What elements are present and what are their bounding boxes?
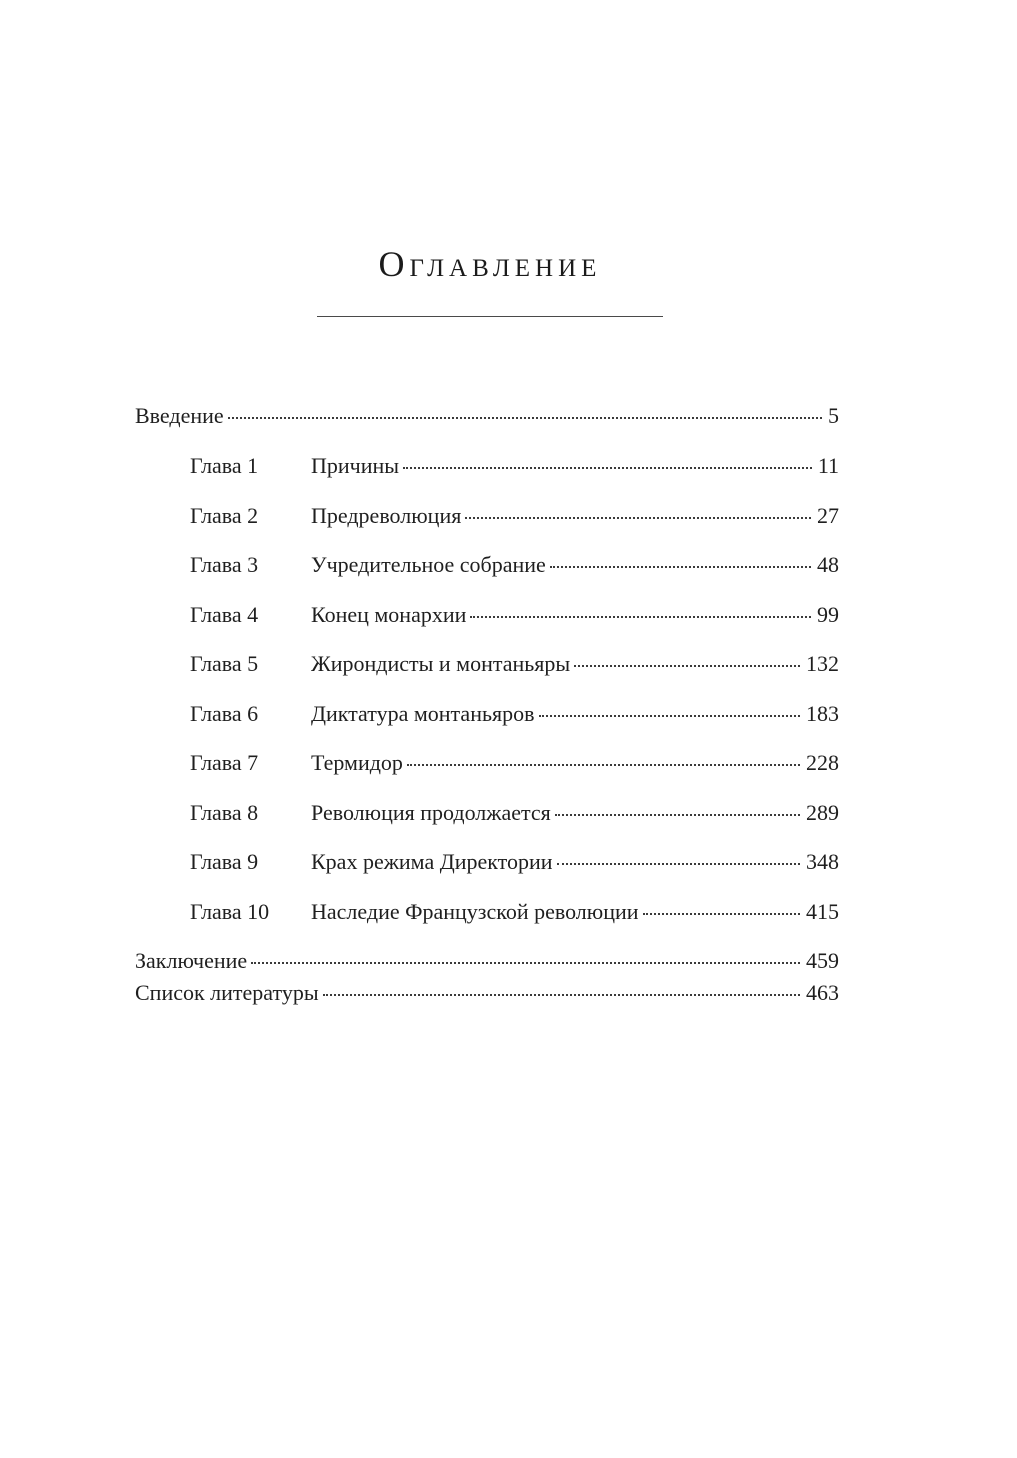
dot-leader	[407, 764, 800, 766]
toc-page-number: 348	[806, 849, 839, 874]
toc-entry-chapter-8[interactable]	[311, 799, 839, 827]
chapter-number: Глава 5	[190, 651, 259, 676]
toc-entry-label: Наследие Французской революции	[311, 899, 639, 924]
toc-entry-chapter-3[interactable]	[311, 551, 839, 579]
toc-entry-chapter-4[interactable]	[311, 601, 839, 629]
dot-leader	[470, 616, 811, 618]
toc-entry-label: Причины	[311, 453, 400, 478]
toc-page-number: 183	[806, 701, 839, 726]
dot-leader	[550, 566, 811, 568]
toc-page-number: 99	[817, 602, 839, 627]
toc-entry-chapter-5[interactable]	[311, 650, 839, 678]
dot-leader	[539, 715, 800, 717]
dot-leader	[465, 517, 811, 519]
toc-page-number: 5	[828, 403, 839, 428]
toc-page-number: 459	[806, 948, 839, 973]
chapter-number: Глава 4	[190, 602, 259, 627]
chapter-number: Глава 7	[190, 750, 259, 775]
toc-entry-label: Диктатура монтаньяров	[311, 701, 535, 726]
toc-entry-chapter-10[interactable]	[311, 898, 839, 926]
toc-page-number: 463	[806, 980, 839, 1005]
dot-leader	[403, 467, 812, 469]
dot-leader	[323, 994, 800, 996]
toc-entry-label: Термидор	[311, 750, 403, 775]
toc-entry-chapter-6[interactable]	[311, 700, 839, 728]
toc-page-number: 11	[817, 453, 839, 478]
toc-page-number: 132	[806, 651, 839, 676]
toc-entry-label: Заключение	[135, 948, 248, 973]
toc-entry-label: Введение	[135, 403, 224, 428]
toc-entry-label: Жирондисты и монтаньяры	[311, 651, 571, 676]
chapter-number: Глава 9	[190, 849, 259, 874]
toc-entry-bibliography[interactable]	[135, 979, 839, 1007]
chapter-number: Глава 2	[190, 503, 259, 528]
chapter-number: Глава 3	[190, 552, 259, 577]
title-divider	[317, 316, 663, 317]
toc-page-number: 48	[817, 552, 839, 577]
toc-page-number: 27	[817, 503, 839, 528]
toc-entry-label: Революция продолжается	[311, 800, 551, 825]
dot-leader	[251, 962, 800, 964]
toc-page-number: 228	[806, 750, 839, 775]
chapter-number: Глава 8	[190, 800, 259, 825]
toc-entry-intro[interactable]	[135, 402, 839, 430]
toc-page-number: 289	[806, 800, 839, 825]
toc-entry-label: Предреволюция	[311, 503, 462, 528]
chapter-number: Глава 10	[190, 899, 270, 924]
dot-leader	[228, 417, 822, 419]
toc-entry-conclusion[interactable]	[135, 947, 839, 975]
dot-leader	[643, 913, 800, 915]
toc-page-number: 415	[806, 899, 839, 924]
chapter-number: Глава 1	[190, 453, 259, 478]
dot-leader	[557, 863, 800, 865]
toc-entry-chapter-1[interactable]	[311, 452, 839, 480]
dot-leader	[574, 665, 800, 667]
chapter-number: Глава 6	[190, 701, 259, 726]
toc-entry-label: Учредительное собрание	[311, 552, 546, 577]
page-title: Оглавление	[378, 244, 602, 284]
toc-entry-chapter-9[interactable]	[311, 848, 839, 876]
toc-entry-chapter-2[interactable]	[311, 502, 839, 530]
dot-leader	[555, 814, 800, 816]
toc-entry-label: Список литературы	[135, 980, 319, 1005]
toc-entry-label: Конец монархии	[311, 602, 467, 627]
toc-entry-chapter-7[interactable]	[311, 749, 839, 777]
toc-entry-label: Крах режима Директории	[311, 849, 553, 874]
